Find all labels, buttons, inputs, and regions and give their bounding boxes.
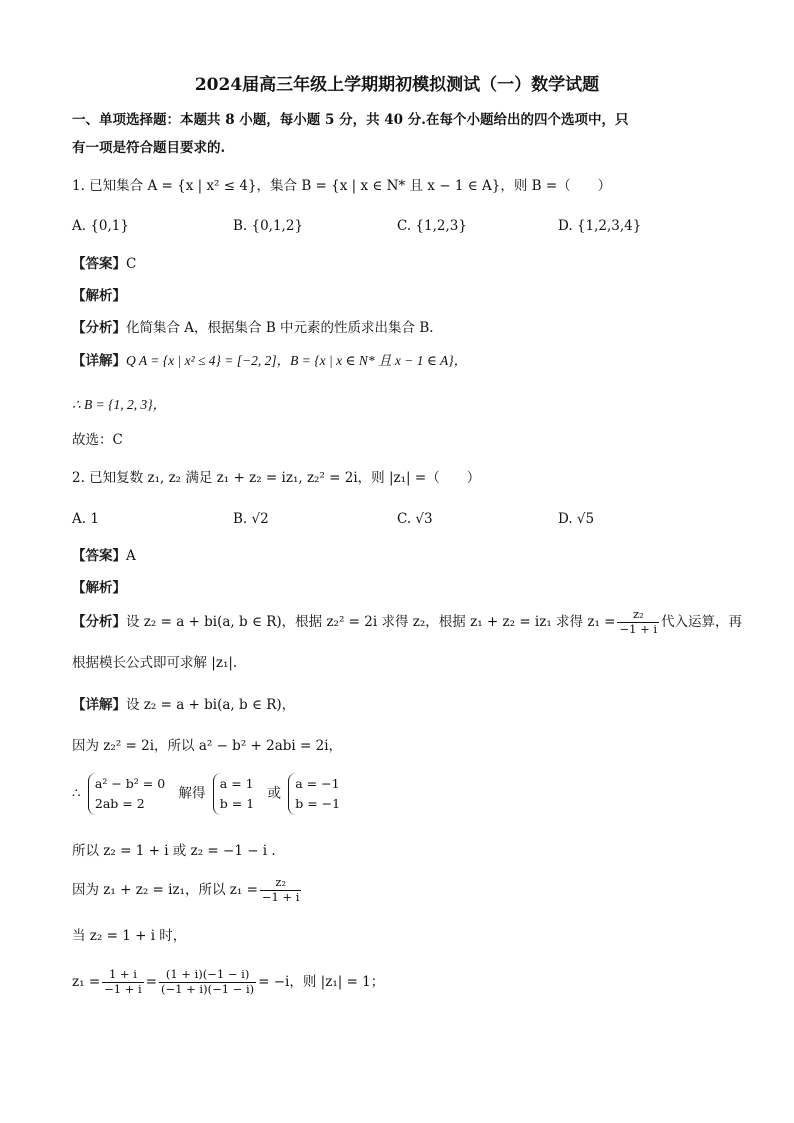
q2-option-c: C. √3	[397, 511, 433, 527]
step6-fraction-2	[159, 968, 256, 997]
q1-fenxi	[72, 320, 434, 336]
q1-option-b: B. {0,1,2}	[233, 218, 304, 234]
q2-option-a: A. 1	[72, 511, 99, 527]
q2-step3: 所以 z₂ = 1 + i 或 z₂ = −1 − i .	[72, 843, 276, 859]
fraction-numerator: (1 + i)(−1 − i)	[159, 968, 256, 983]
fraction-numerator: 1 + i	[102, 968, 144, 983]
step6-equals: =	[145, 973, 158, 990]
fenxi-fraction	[617, 608, 659, 637]
q2-analysis-heading	[72, 580, 126, 596]
fraction-denominator: (−1 + i)(−1 − i)	[161, 981, 255, 996]
section-heading-line2: 有一项是符合题目要求的.	[72, 140, 226, 156]
q1-option-d: D. {1,2,3,4}	[558, 218, 642, 234]
equation-system	[88, 773, 171, 815]
q1-answer	[72, 256, 136, 272]
xiangjie-tag: 【详解】	[72, 697, 126, 713]
answer-value: C	[126, 256, 137, 272]
fraction-denominator: −1 + i	[104, 981, 142, 996]
step6-rhs: = −i，则 |z₁| = 1；	[258, 973, 385, 990]
q2-fenxi-line2: 根据模长公式即可求解 |z₁|.	[72, 655, 238, 671]
fenxi-text-a: 设 z₂ = a + bi(a, b ∈ R)，根据 z₂² = 2i 求得 z₂，根据 z₁ + z₂ = iz₁ 求得 z₁ =	[126, 613, 616, 630]
q1-therefore: ∴ B = {1, 2, 3}，	[72, 397, 167, 412]
q2-answer	[72, 548, 136, 564]
page-title: 2024届高三年级上学期期初模拟测试（一）数学试题	[194, 75, 600, 95]
analysis-tag: 【解析】	[72, 288, 126, 304]
solution-2-a: a = −1	[295, 776, 340, 791]
equation-2: 2ab = 2	[94, 796, 145, 811]
q2-step5: 当 z₂ = 1 + i 时，	[72, 928, 187, 944]
fraction-numerator: z₂	[260, 876, 302, 891]
step4-fraction	[260, 876, 302, 905]
section-heading-line1: 一、单项选择题：本题共 8 小题，每小题 5 分，共 40 分.在每个小题给出的四个选项中，只	[72, 112, 629, 128]
q2-step6	[72, 968, 384, 997]
q2-option-d: D. √5	[558, 511, 595, 527]
q2-step1: 因为 z₂² = 2i，所以 a² − b² + 2abi = 2i，	[72, 738, 343, 754]
q2-fenxi	[72, 608, 742, 637]
q2-stem: 2. 已知复数 z₁, z₂ 满足 z₁ + z₂ = iz₁, z₂² = 2i，则 |z₁| =（ ）	[72, 470, 481, 486]
q1-analysis-heading	[72, 288, 126, 304]
fraction-denominator: −1 + i	[261, 889, 300, 904]
step4-text: 因为 z₁ + z₂ = iz₁，所以 z₁ =	[72, 881, 258, 898]
q2-option-b: B. √2	[233, 511, 269, 527]
xiangjie-text: Q A = {x | x² ≤ 4} = [−2, 2]，B = {x | x ∈ N* 且 x − 1 ∈ A}，	[126, 353, 468, 368]
q1-option-c: C. {1,2,3}	[397, 218, 467, 234]
fraction-numerator: z₂	[617, 608, 659, 623]
step6-lhs: z₁ =	[72, 973, 101, 990]
equation-1: a² − b² = 0	[94, 776, 166, 791]
q1-stem: 1. 已知集合 A = {x | x² ≤ 4}，集合 B = {x | x ∈ N* 且 x − 1 ∈ A}，则 B =（ ）	[72, 178, 612, 194]
answer-tag: 【答案】	[72, 548, 126, 564]
q2-xiangjie	[72, 697, 295, 713]
therefore-symbol: ∴	[72, 785, 81, 802]
solution-1-a: a = 1	[219, 776, 254, 791]
solution-1-b: b = 1	[219, 796, 255, 811]
fenxi-tag: 【分析】	[72, 613, 126, 630]
xiangjie-tag: 【详解】	[72, 353, 126, 369]
answer-tag: 【答案】	[72, 256, 126, 272]
answer-value: A	[126, 548, 136, 564]
q1-option-a: A. {0,1}	[72, 218, 129, 234]
xiangjie-text: 设 z₂ = a + bi(a, b ∈ R)，	[126, 697, 296, 713]
solution-2	[288, 773, 346, 815]
solve-text: 解得	[178, 785, 206, 802]
fenxi-text: 化简集合 A，根据集合 B 中元素的性质求出集合 B.	[126, 320, 434, 336]
fenxi-text-b: 代入运算，再	[661, 613, 743, 630]
fenxi-tag: 【分析】	[72, 320, 126, 336]
step6-fraction-1	[102, 968, 144, 997]
q1-xiangjie	[72, 353, 467, 369]
fraction-denominator: −1 + i	[619, 621, 658, 636]
q2-step2	[72, 773, 349, 815]
q1-choice: 故选：C	[72, 432, 123, 448]
solution-2-b: b = −1	[295, 796, 341, 811]
or-text: 或	[267, 785, 281, 802]
q2-step4	[72, 876, 303, 905]
analysis-tag: 【解析】	[72, 580, 126, 596]
solution-1	[213, 773, 260, 815]
